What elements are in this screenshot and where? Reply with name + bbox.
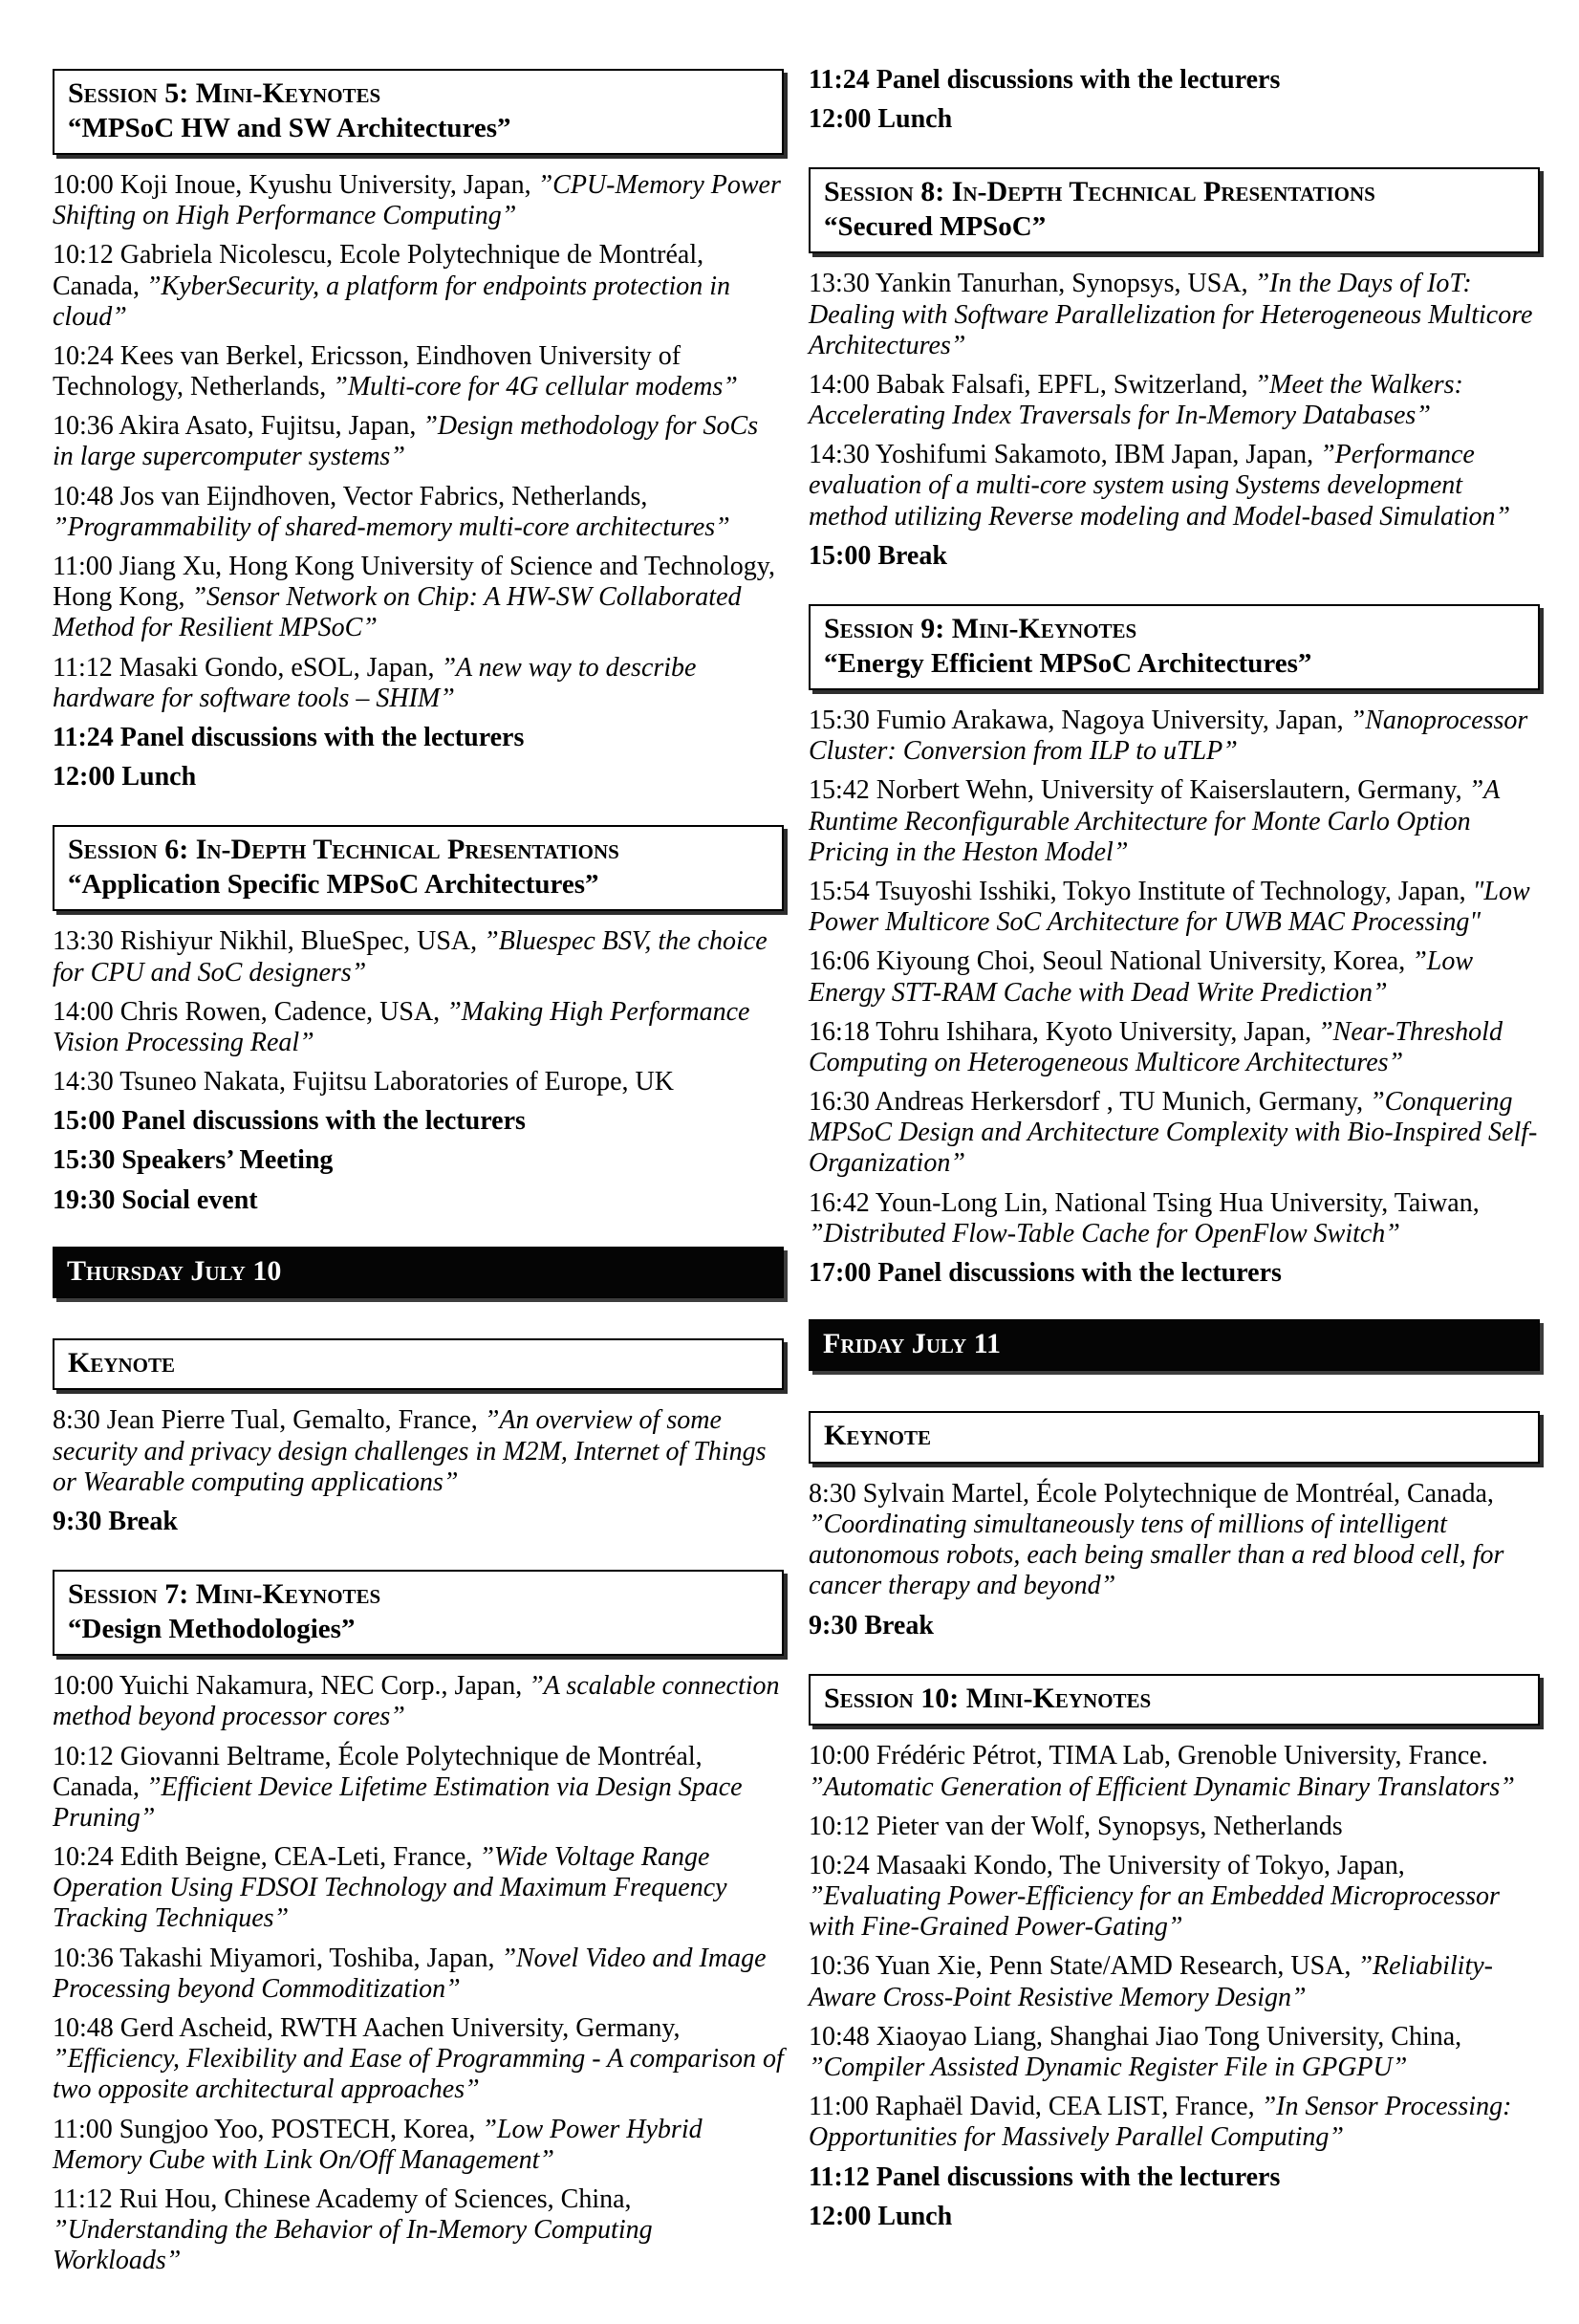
- talk-speaker-info: 14:00 Chris Rowen, Cadence, USA,: [53, 996, 447, 1027]
- talk-entry: [809, 1812, 1540, 1842]
- session-header-title: Session 10: Mini-Keynotes: [824, 1682, 1152, 1714]
- talk-title: ”A new way to describe hardware for software tools – SHIM”: [53, 652, 697, 713]
- talk-entry: [809, 1087, 1540, 1180]
- talk-entry: [53, 2115, 784, 2176]
- schedule-note: 15:00 Break: [809, 540, 947, 571]
- talk-speaker-info: 10:36 Yuan Xie, Penn State/AMD Research, USA,: [809, 1951, 1358, 1982]
- talk-entry: [53, 552, 784, 644]
- talk-speaker-info: 10:12 Gabriela Nicolescu, Ecole Polytechnique de Montréal, Canada,: [53, 240, 704, 301]
- talk-speaker-info: 10:24 Kees van Berkel, Ericsson, Eindhoven University of Technology, Netherlands,: [53, 340, 681, 402]
- talk-entry: [809, 269, 1540, 361]
- schedule-note: 9:30 Break: [53, 1506, 178, 1536]
- schedule-note: 11:24 Panel discussions with the lecturers: [53, 722, 525, 752]
- session-header-box: [809, 167, 1540, 253]
- talk-speaker-info: 15:30 Fumio Arakawa, Nagoya University, Japan,: [809, 706, 1351, 735]
- schedule-note: 19:30 Social event: [53, 1184, 258, 1215]
- talk-title: ”Coordinating simultaneously tens of millions of intelligent autonomous robots, each being smaller than a red blood cell, for cancer therapy and beyond”: [809, 1509, 1504, 1601]
- talk-speaker-info: 15:42 Norbert Wehn, University of Kaiserslautern, Germany,: [809, 775, 1469, 806]
- day-header: Friday July 11: [809, 1319, 1540, 1371]
- talk-entry: [809, 370, 1540, 431]
- talk-entry: [809, 1188, 1540, 1249]
- talk-entry: [809, 775, 1540, 868]
- talk-speaker-info: 10:24 Masaaki Kondo, The University of Tokyo, Japan,: [809, 1850, 1405, 1880]
- talk-entry: [53, 997, 784, 1058]
- talk-speaker-info: 10:00 Frédéric Pétrot, TIMA Lab, Grenoble University, France.: [809, 1741, 1488, 1771]
- session-header-title: Keynote: [824, 1420, 932, 1452]
- talk-title: ”A scalable connection method beyond processor cores”: [53, 1671, 780, 1732]
- talk-speaker-info: 11:00 Raphaël David, CEA LIST, France,: [809, 2092, 1262, 2122]
- schedule-note: 12:00 Lunch: [53, 762, 197, 793]
- talk-title: ”Bluespec BSV, the choice for CPU and SoC designers”: [53, 926, 768, 988]
- talk-speaker-info: 10:48 Jos van Eijndhoven, Vector Fabrics, Netherlands,: [53, 481, 648, 511]
- talk-title: ”Performance evaluation of a multi-core system using Systems development method utilizing Reverse modeling and Model-based Simulation”: [809, 440, 1511, 532]
- talk-title: ”Understanding the Behavior of In-Memory Computing Workloads”: [53, 2215, 653, 2276]
- talk-entry: [53, 1405, 784, 1498]
- talk-title: ”Low Energy STT-RAM Cache with Dead Write Prediction”: [809, 946, 1474, 1008]
- talk-title: ”In Sensor Processing: Opportunities for Massively Parallel Computing”: [809, 2092, 1512, 2153]
- talk-speaker-info: 11:12 Masaki Gondo, eSOL, Japan,: [53, 652, 442, 683]
- talk-speaker-info: 10:12 Pieter van der Wolf, Synopsys, Netherlands: [809, 1811, 1343, 1841]
- talk-entry: [53, 2013, 784, 2106]
- talk-entry: [809, 1851, 1540, 1944]
- talk-title: ”Automatic Generation of Efficient Dynamic Binary Translators”: [809, 1771, 1515, 1802]
- talk-speaker-info: 11:12 Rui Hou, Chinese Academy of Sciences, China,: [53, 2183, 632, 2214]
- schedule-note: 12:00 Lunch: [809, 2201, 953, 2231]
- session-header-title: Session 6: In-Depth Technical Presentations: [68, 834, 619, 866]
- talk-entry: [53, 482, 784, 543]
- talk-speaker-info: 10:36 Akira Asato, Fujitsu, Japan,: [53, 411, 423, 442]
- talk-entry: [53, 653, 784, 714]
- talk-entry: [53, 341, 784, 402]
- day-header: Thursday July 10: [53, 1247, 784, 1298]
- session-header-box: [53, 1570, 784, 1656]
- talk-speaker-info: 10:00 Yuichi Nakamura, NEC Corp., Japan,: [53, 1671, 530, 1702]
- talk-title: ”Novel Video and Image Processing beyond Commoditization”: [53, 1943, 767, 2004]
- talk-speaker-info: 16:42 Youn-Long Lin, National Tsing Hua University, Taiwan,: [809, 1187, 1480, 1218]
- talk-entry: [809, 1951, 1540, 2012]
- session-header-subtitle: “Secured MPSoC”: [824, 210, 1047, 242]
- talk-title: ”Efficient Device Lifetime Estimation via Design Space Pruning”: [53, 1771, 743, 1833]
- talk-entry: [53, 1842, 784, 1935]
- talk-speaker-info: 15:54 Tsuyoshi Isshiki, Tokyo Institute of Technology, Japan,: [809, 876, 1473, 906]
- session-header-box: [53, 825, 784, 911]
- talk-speaker-info: 16:06 Kiyoung Choi, Seoul National University, Korea,: [809, 946, 1413, 977]
- talk-entry: [809, 2092, 1540, 2153]
- talk-speaker-info: 10:12 Giovanni Beltrame, École Polytechnique de Montréal, Canada,: [53, 1741, 703, 1802]
- session-header-box: [809, 604, 1540, 690]
- talk-title: ”Evaluating Power-Efficiency for an Embedded Microprocessor with Fine-Grained Power-Gating”: [809, 1881, 1500, 1943]
- talk-entry: [53, 411, 784, 472]
- talk-entry: [53, 2184, 784, 2277]
- talk-title: ”In the Days of IoT: Dealing with Software Parallelization for Heterogeneous Multicore Architectures”: [809, 269, 1533, 360]
- schedule-note: 17:00 Panel discussions with the lecturers: [809, 1258, 1282, 1288]
- talk-title: ”Low Power Hybrid Memory Cube with Link On/Off Management”: [53, 2114, 703, 2175]
- talk-entry: [809, 440, 1540, 532]
- talk-title: ”Wide Voltage Range Operation Using FDSOI Technology and Maximum Frequency Tracking Techniques”: [53, 1842, 727, 1934]
- talk-title: ”Near-Threshold Computing on Heterogeneous Multicore Architectures”: [809, 1016, 1503, 1077]
- talk-entry: [53, 170, 784, 231]
- schedule-note: 11:24 Panel discussions with the lecturers: [809, 65, 1281, 95]
- talk-entry: [53, 1742, 784, 1835]
- talk-title: ”Efficiency, Flexibility and Ease of Programming - A comparison of two opposite architectural approaches”: [53, 2044, 784, 2105]
- talk-speaker-info: 8:30 Jean Pierre Tual, Gemalto, France,: [53, 1405, 485, 1436]
- session-header-box: [809, 1674, 1540, 1727]
- talk-title: ”Sensor Network on Chip: A HW-SW Collaborated Method for Resilient MPSoC”: [53, 582, 742, 643]
- session-header-title: Session 7: Mini-Keynotes: [68, 1578, 381, 1611]
- talk-speaker-info: 13:30 Rishiyur Nikhil, BlueSpec, USA,: [53, 926, 485, 957]
- session-header-subtitle: “Design Methodologies”: [68, 1613, 356, 1644]
- keynote-header-box: [809, 1411, 1540, 1464]
- keynote-header-box: [53, 1338, 784, 1391]
- talk-title: ”Nanoprocessor Cluster: Conversion from ILP to uTLP”: [809, 706, 1528, 767]
- talk-speaker-info: 11:00 Sungjoo Yoo, POSTECH, Korea,: [53, 2114, 483, 2144]
- talk-title: ”KyberSecurity, a platform for endpoints protection in cloud”: [53, 271, 731, 332]
- schedule-note: 15:30 Speakers’ Meeting: [53, 1145, 334, 1176]
- session-header-title: Session 5: Mini-Keynotes: [68, 77, 381, 109]
- talk-entry: [809, 2022, 1540, 2083]
- talk-title: ”An overview of some security and privacy design challenges in M2M, Internet of Things or Wearable computing applications”: [53, 1405, 767, 1497]
- talk-title: ”Making High Performance Vision Processing Real”: [53, 996, 750, 1057]
- session-header-subtitle: “Energy Efficient MPSoC Architectures”: [824, 647, 1312, 679]
- talk-speaker-info: 10:48 Xiaoyao Liang, Shanghai Jiao Tong University, China,: [809, 2021, 1462, 2052]
- talk-speaker-info: 10:00 Koji Inoue, Kyushu University, Japan,: [53, 169, 538, 200]
- talk-entry: [809, 877, 1540, 938]
- talk-speaker-info: 16:30 Andreas Herkersdorf , TU Munich, Germany,: [809, 1087, 1371, 1118]
- talk-entry: [809, 706, 1540, 767]
- talk-title: ”Design methodology for SoCs in large supercomputer systems”: [53, 411, 759, 472]
- session-header-box: [53, 69, 784, 155]
- talk-title: ”Reliability-Aware Cross-Point Resistive Memory Design”: [809, 1951, 1493, 2012]
- talk-title: ”Conquering MPSoC Design and Architecture Complexity with Bio-Inspired Self-Organization”: [809, 1087, 1538, 1179]
- session-header-subtitle: “Application Specific MPSoC Architectures”: [68, 868, 599, 900]
- session-header-title: Session 8: In-Depth Technical Presentations: [824, 176, 1375, 208]
- talk-speaker-info: 10:48 Gerd Ascheid, RWTH Aachen University, Germany,: [53, 2013, 681, 2043]
- talk-speaker-info: 8:30 Sylvain Martel, École Polytechnique de Montréal, Canada,: [809, 1478, 1494, 1509]
- talk-speaker-info: 10:36 Takashi Miyamori, Toshiba, Japan,: [53, 1943, 502, 1973]
- talk-title: "Low Power Multicore SoC Architecture for UWB MAC Processing": [809, 876, 1530, 938]
- talk-title: ”A Runtime Reconfigurable Architecture for Monte Carlo Option Pricing in the Heston Model”: [809, 775, 1500, 867]
- talk-entry: [53, 240, 784, 333]
- talk-speaker-info: 14:30 Tsuneo Nakata, Fujitsu Laboratories of Europe, UK: [53, 1067, 674, 1097]
- session-header-title: Keynote: [68, 1346, 176, 1379]
- talk-title: ”Programmability of shared-memory multi-core architectures”: [53, 511, 730, 542]
- talk-entry: [809, 1741, 1540, 1802]
- talk-entry: [809, 1479, 1540, 1602]
- schedule-note: 15:00 Panel discussions with the lecturers: [53, 1106, 526, 1137]
- talk-speaker-info: 14:00 Babak Falsafi, EPFL, Switzerland,: [809, 369, 1255, 400]
- talk-entry: [809, 1017, 1540, 1078]
- talk-entry: [53, 1671, 784, 1732]
- talk-speaker-info: 11:00 Jiang Xu, Hong Kong University of Science and Technology, Hong Kong,: [53, 552, 775, 613]
- talk-entry: [53, 926, 784, 988]
- talk-entry: [53, 1067, 784, 1097]
- talk-title: ”CPU-Memory Power Shifting on High Performance Computing”: [53, 169, 781, 231]
- talk-speaker-info: 14:30 Yoshifumi Sakamoto, IBM Japan, Japan,: [809, 440, 1321, 470]
- session-header-subtitle: “MPSoC HW and SW Architectures”: [68, 112, 511, 143]
- talk-entry: [809, 946, 1540, 1008]
- talk-speaker-info: 13:30 Yankin Tanurhan, Synopsys, USA,: [809, 269, 1255, 299]
- schedule-note: 12:00 Lunch: [809, 104, 953, 135]
- talk-speaker-info: 16:18 Tohru Ishihara, Kyoto University, Japan,: [809, 1016, 1319, 1047]
- talk-speaker-info: 10:24 Edith Beigne, CEA-Leti, France,: [53, 1842, 480, 1873]
- talk-title: ”Multi-core for 4G cellular modems”: [333, 372, 738, 402]
- talk-title: ”Meet the Walkers: Accelerating Index Traversals for In-Memory Databases”: [809, 369, 1463, 431]
- schedule-note: 11:12 Panel discussions with the lecturers: [809, 2161, 1281, 2192]
- talk-title: ”Distributed Flow-Table Cache for OpenFlow Switch”: [809, 1218, 1400, 1249]
- schedule-note: 9:30 Break: [809, 1610, 934, 1640]
- talk-title: ”Compiler Assisted Dynamic Register File in GPGPU”: [809, 2053, 1408, 2082]
- talk-entry: [53, 1944, 784, 2005]
- session-header-title: Session 9: Mini-Keynotes: [824, 613, 1137, 645]
- left-column: [53, 65, 784, 2286]
- right-column: [809, 65, 1540, 2286]
